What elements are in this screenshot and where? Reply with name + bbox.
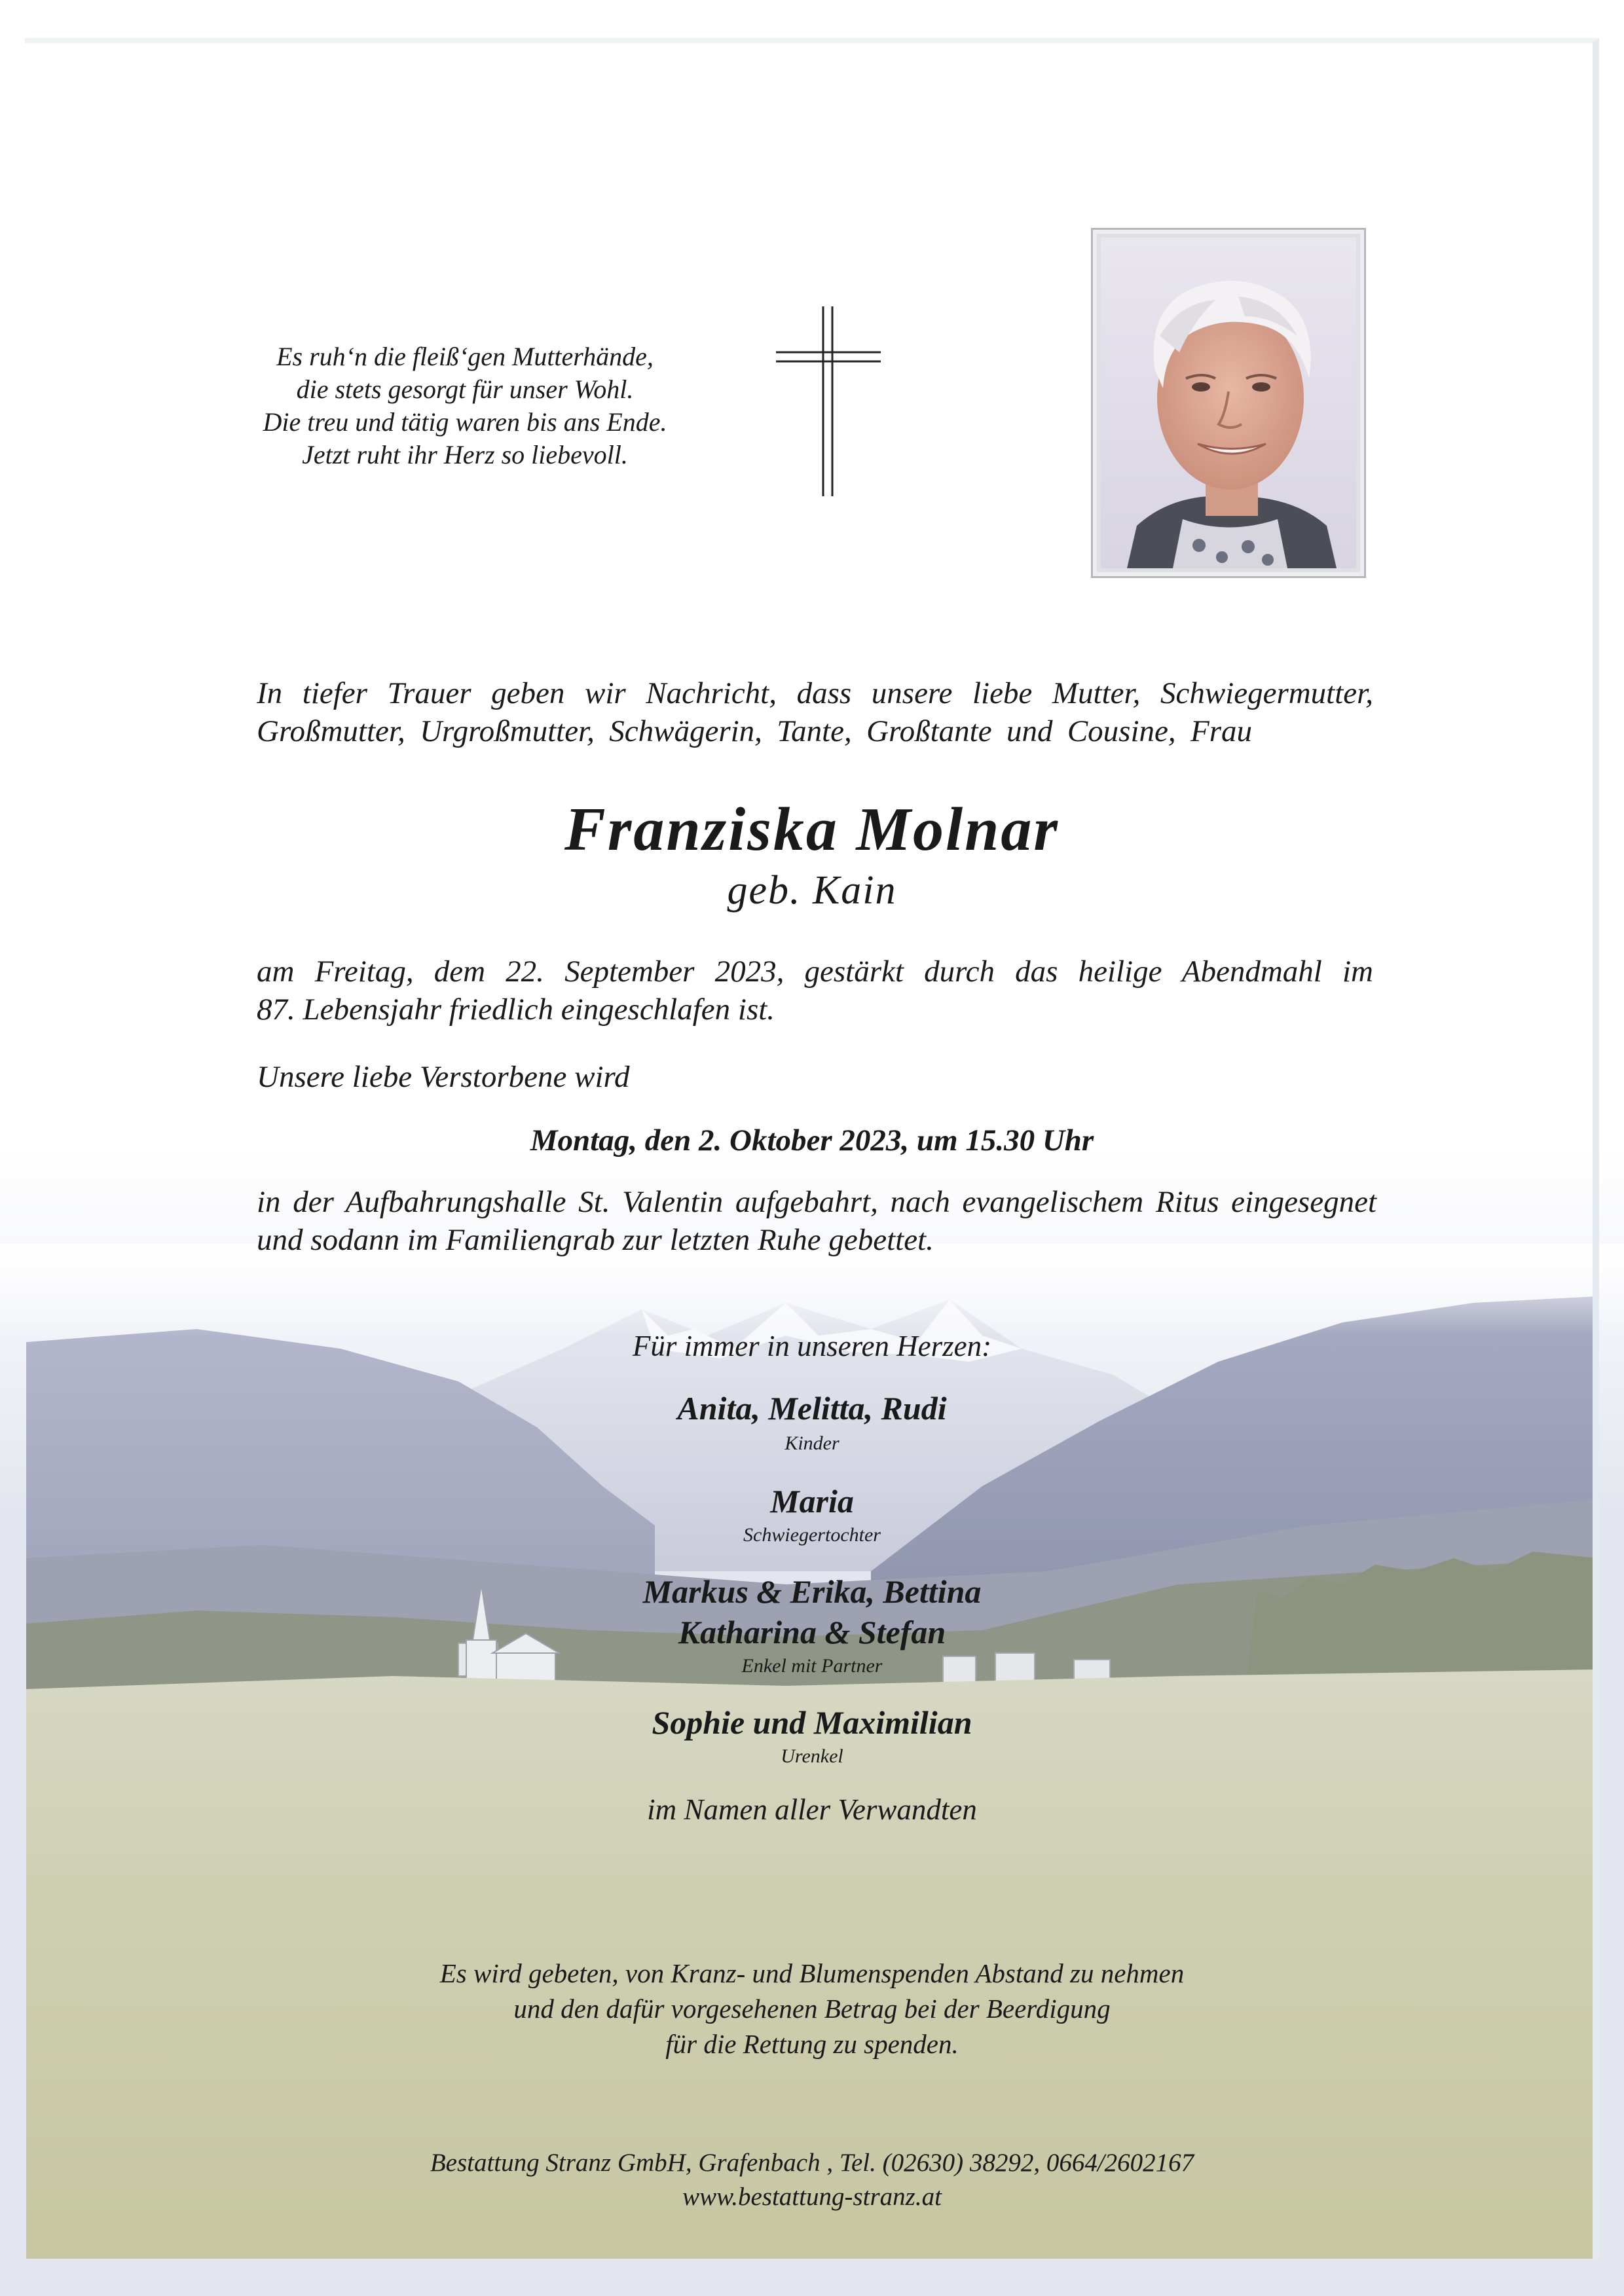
funeral-home-contact: Bestattung Stranz GmbH, Grafenbach , Tel. (02630) 38292, 0664/2602167 <box>430 2149 1194 2177</box>
portrait-image <box>1101 238 1356 568</box>
request-line: für die Rettung zu spenden. <box>665 2029 959 2059</box>
funeral-place-line: und sodann im Familiengrab zur letzten Ruhe gebettet. <box>257 1223 934 1257</box>
funeral-home-website: www.bestattung-stranz.at <box>682 2183 942 2211</box>
mourner-relation: Schwiegertochter <box>743 1524 881 1546</box>
verse-line: Jetzt ruht ihr Herz so liebevoll. <box>302 440 628 469</box>
request-line: Es wird gebeten, von Kranz- und Blumenspenden Abstand zu nehmen <box>439 1958 1185 1988</box>
mourner-names: Katharina & Stefan <box>678 1614 946 1650</box>
maiden-name: geb. Kain <box>727 868 897 913</box>
funeral-date: Montag, den 2. Oktober 2023, um 15.30 Uhr <box>530 1123 1094 1157</box>
mourner-relation: Urenkel <box>781 1745 843 1767</box>
mourner-names: Maria <box>770 1483 854 1520</box>
intro-line: Großmutter, Urgroßmutter, Schwägerin, Tante, Großtante und Cousine, Frau <box>257 714 1252 748</box>
mourners-closing: im Namen aller Verwandten <box>647 1793 977 1826</box>
intro-line: In tiefer Trauer geben wir Nachricht, dass unsere liebe Mutter, Schwiegermutter, <box>257 676 1373 710</box>
mourner-relation: Enkel mit Partner <box>741 1655 883 1677</box>
memorial-verse <box>216 340 714 471</box>
donation-request <box>0 1956 1624 2062</box>
mourner-names: Markus & Erika, Bettina <box>642 1573 982 1610</box>
mourners-heading: Für immer in unseren Herzen: <box>632 1330 992 1362</box>
cross-icon <box>776 306 881 496</box>
mourner-names: Sophie und Maximilian <box>652 1704 972 1741</box>
mourner-relation: Kinder <box>784 1432 840 1454</box>
request-line: und den dafür vorgesehenen Betrag bei der Beerdigung <box>513 1994 1111 2024</box>
portrait-photo <box>1091 228 1366 578</box>
death-details-line: 87. Lebensjahr friedlich eingeschlafen ist. <box>257 993 775 1027</box>
verse-line: Die treu und tätig waren bis ans Ende. <box>263 407 667 437</box>
death-details-line: am Freitag, dem 22. September 2023, gestärkt durch das heilige Abendmahl im <box>257 955 1373 989</box>
mourner-names: Anita, Melitta, Rudi <box>677 1390 947 1427</box>
deceased-name: Franziska Molnar <box>564 795 1060 864</box>
verse-line: Es ruh‘n die fleiß‘gen Mutterhände, <box>276 342 654 371</box>
verse-line: die stets gesorgt für unser Wohl. <box>296 374 634 404</box>
funeral-home-footer <box>0 2146 1624 2214</box>
funeral-announcement: Unsere liebe Verstorbene wird <box>257 1060 630 1094</box>
funeral-place-line: in der Aufbahrungshalle St. Valentin aufgebahrt, nach evangelischem Ritus eingesegnet <box>257 1185 1376 1219</box>
